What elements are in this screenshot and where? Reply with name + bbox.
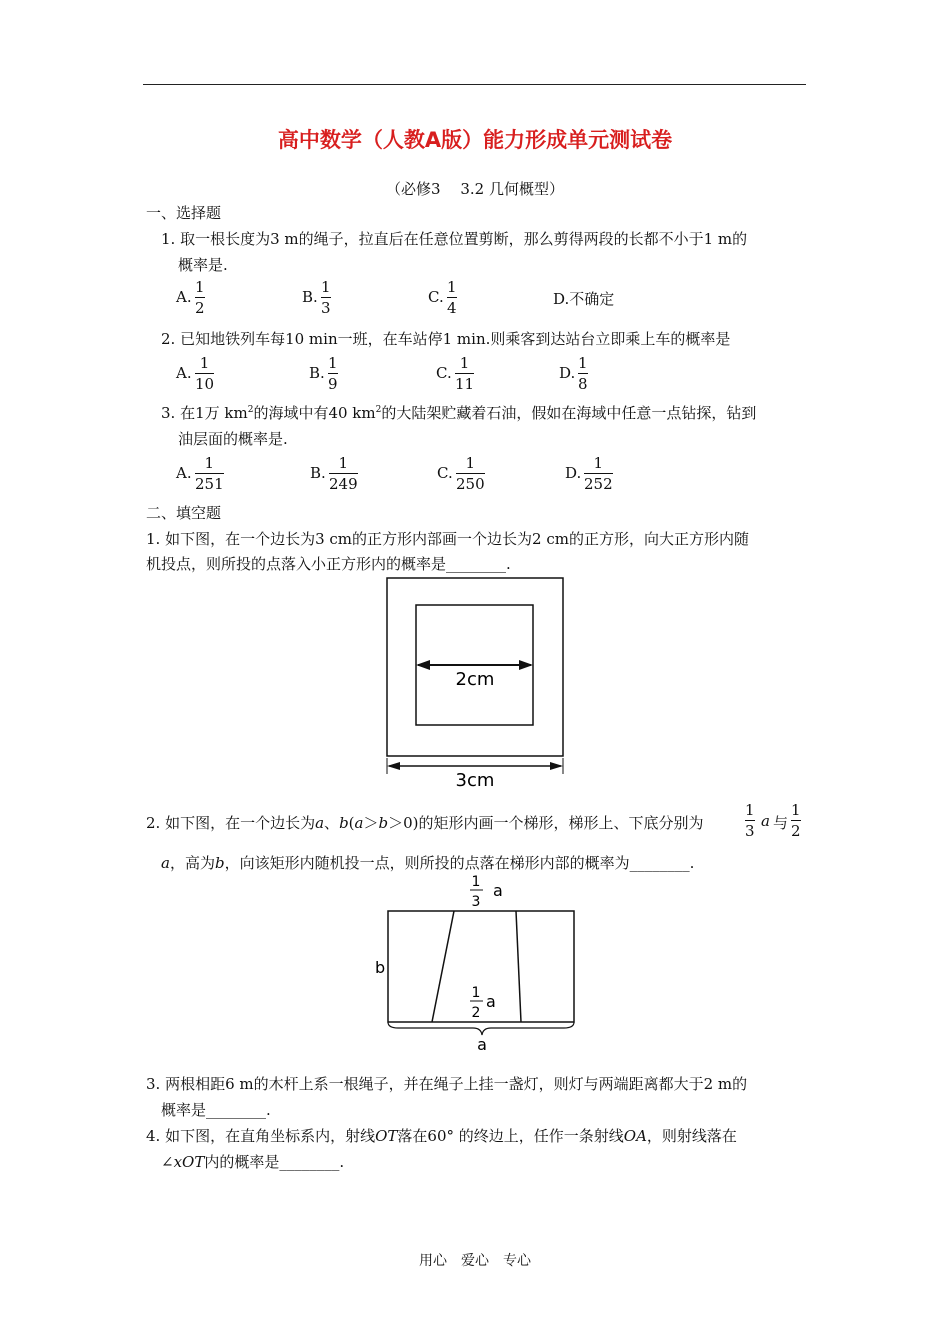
denominator: 4 <box>447 299 457 317</box>
var-a: a <box>761 812 770 830</box>
numerator: 1 <box>447 278 457 296</box>
f1-text-line1: 1. 如下图，在一个边长为3 cm的正方形内部画一个边长为2 cm的正方形，向大正方形内随 <box>146 530 749 548</box>
q3-text-line1: 3. 在1万 $km^2$的海域中有40 $km^2$的大陆架贮藏着石油，假如在海域中任意一点钻探，钻到 <box>161 404 757 422</box>
section-fill-heading: 二、填空题 <box>146 504 222 522</box>
top-frac-var: a <box>493 881 503 900</box>
numerator: 1 <box>195 278 205 296</box>
page-title: 高中数学（人教A版）能力形成单元测试卷 <box>277 128 673 152</box>
arrow-head-left <box>387 762 400 770</box>
mid-frac-den: 2 <box>471 1005 481 1021</box>
header-rule <box>143 84 806 85</box>
denominator: 9 <box>328 375 338 393</box>
numerator: 1 <box>328 354 338 372</box>
section-choice-heading: 一、选择题 <box>146 204 222 222</box>
trapezoid-figure <box>368 870 580 1055</box>
option-label: A. <box>176 364 192 382</box>
denominator: 251 <box>195 475 224 493</box>
arrow-head-right <box>550 762 563 770</box>
option-label: A. <box>176 464 192 482</box>
option-label: D. <box>565 464 582 482</box>
page-subtitle: （必修3 3.2 几何概型） <box>386 180 564 198</box>
f2-text-line1: 2. 如下图，在一个边长为a、b(a＞b＞0)的矩形内画一个梯形，梯形上、下底分别为 <box>146 814 704 832</box>
fraction <box>447 278 457 317</box>
option-label: B. <box>302 288 318 306</box>
denominator: 10 <box>195 375 215 393</box>
numerator: 1 <box>578 354 588 372</box>
option-label: B. <box>310 464 326 482</box>
f3-text-line1: 3. 两根相距6 m的木杆上系一根绳子，并在绳子上挂一盏灯，则灯与两端距离都大于2 m的 <box>146 1075 748 1093</box>
option-label: C. <box>437 464 453 482</box>
numerator: 1 <box>459 354 470 372</box>
rectangle <box>388 911 574 1022</box>
denominator: 250 <box>456 475 485 493</box>
fraction <box>578 354 588 393</box>
numerator: 1 <box>321 278 331 296</box>
top-frac-den: 3 <box>471 894 481 910</box>
q1-option-d: D.不确定 <box>553 290 615 308</box>
numerator: 1 <box>199 354 210 372</box>
bottom-brace <box>388 1022 574 1035</box>
fraction <box>321 278 331 317</box>
numerator: 1 <box>593 454 604 472</box>
fraction-one-third: 1 3 <box>745 801 755 840</box>
option-label: C. <box>436 364 452 382</box>
f2-text-line2: a，高为b，向该矩形内随机投一点，则所投的点落在梯形内部的概率为________. <box>161 854 695 872</box>
denominator: 11 <box>455 375 475 393</box>
outer-dimension-label: 3cm <box>455 770 495 791</box>
f4-text-line2: ∠xOT内的概率是________. <box>161 1153 345 1171</box>
fraction <box>195 278 205 317</box>
q1-text-line2: 概率是. <box>178 256 228 274</box>
denominator: 252 <box>584 475 613 493</box>
option-label: A. <box>176 288 192 306</box>
denominator: 3 <box>321 299 331 317</box>
fraction <box>328 354 338 393</box>
squares-figure <box>378 574 572 794</box>
fraction <box>195 454 224 493</box>
fraction-one-half: 1 2 <box>791 801 801 840</box>
word-and: 与 <box>773 814 789 832</box>
fraction <box>195 354 214 393</box>
height-label: b <box>375 958 386 977</box>
top-frac-num: 1 <box>471 874 481 890</box>
mid-frac-num: 1 <box>471 985 481 1001</box>
denominator: 2 <box>195 299 205 317</box>
f1-text-line2: 机投点，则所投的点落入小正方形内的概率是________. <box>146 555 511 573</box>
arrow-head-right <box>519 660 533 670</box>
denominator: 8 <box>578 375 588 393</box>
arrow-head-left <box>416 660 430 670</box>
q1-text-line1: 1. 取一根长度为3 m的绳子，拉直后在任意位置剪断，那么剪得两段的长都不小于1 m的 <box>161 230 748 248</box>
numerator: 1 <box>338 454 349 472</box>
f4-text-line1: 4. 如下图，在直角坐标系内，射线OT落在60° 的终边上，任作一条射线OA，则射线落在 <box>146 1127 737 1145</box>
fraction <box>584 454 613 493</box>
trapezoid-right-leg <box>516 911 521 1022</box>
mid-frac-var: a <box>486 992 496 1011</box>
option-label: C. <box>428 288 444 306</box>
option-label: B. <box>309 364 325 382</box>
option-label: D. <box>559 364 576 382</box>
numerator: 1 <box>204 454 215 472</box>
q2-text-line1: 2. 已知地铁列车每10 min一班，在车站停1 min.则乘客到达站台立即乘上车的概率是 <box>161 330 731 348</box>
fraction <box>455 354 474 393</box>
q3-text-line2: 油层面的概率是. <box>178 430 288 448</box>
f3-text-line2: 概率是________. <box>161 1101 271 1119</box>
inner-dimension-label: 2cm <box>455 669 495 690</box>
numerator: 1 <box>465 454 476 472</box>
width-label: a <box>477 1035 487 1054</box>
trapezoid-left-leg <box>432 911 454 1022</box>
denominator: 249 <box>329 475 358 493</box>
fraction <box>329 454 358 493</box>
page-footer: 用心 爱心 专心 <box>419 1253 531 1269</box>
fraction <box>456 454 485 493</box>
